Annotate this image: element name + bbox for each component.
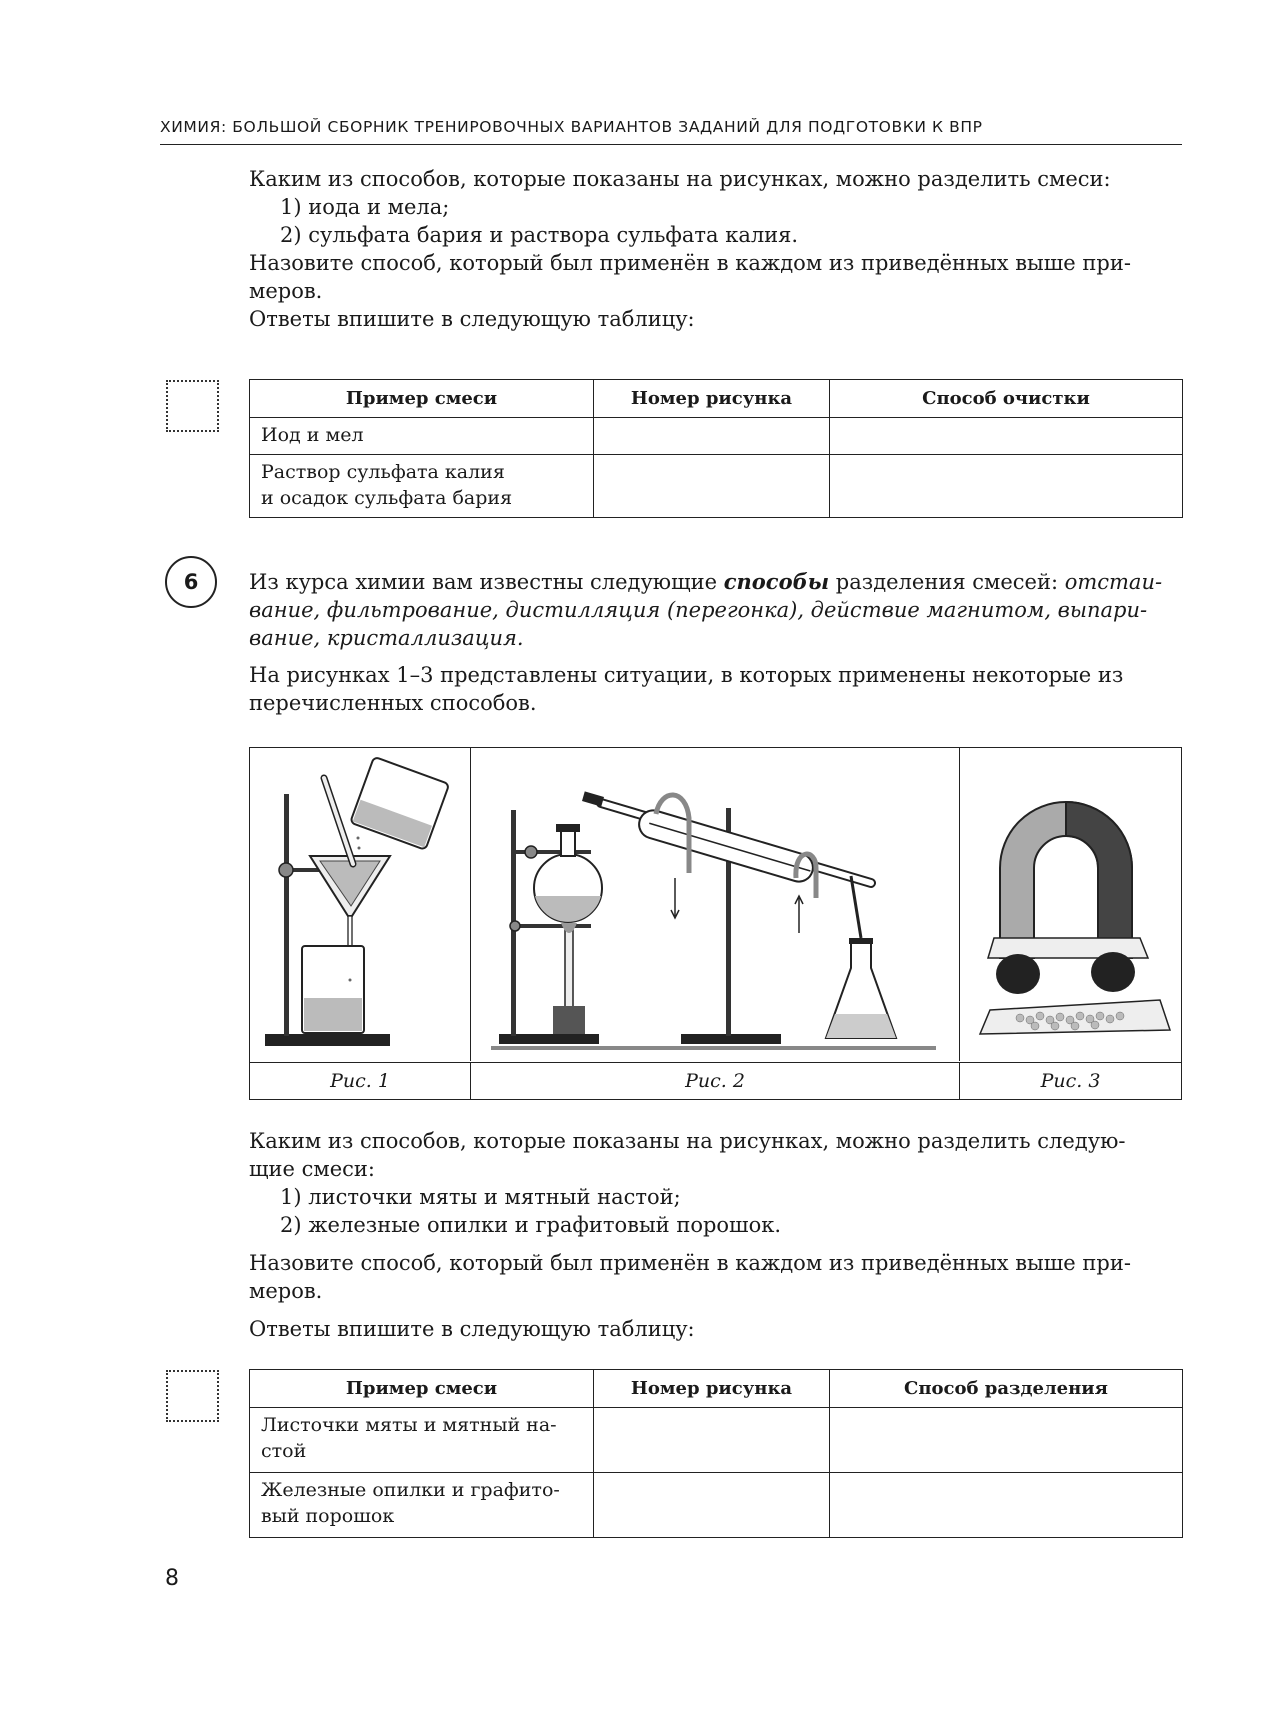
task5-instruction-line-1: Назовите способ, который был применён в каждом из приведённых выше при-: [249, 251, 1131, 275]
task6-instruction-line-2: меров.: [249, 1279, 323, 1303]
task6-item-2: 2) железные опилки и графитовый порошок.: [280, 1213, 782, 1237]
task5-fill-prompt: Ответы впишите в следующую таблицу:: [249, 307, 695, 331]
task6-situation-line-1: На рисунках 1–3 представлены ситуации, в которых применены некоторые из: [249, 663, 1124, 687]
col-header-method: Способ очистки: [830, 380, 1183, 418]
task6-answer-checkbox[interactable]: [166, 1370, 219, 1422]
distillation-illustration: [471, 748, 958, 1059]
methods-line-3: вание, кристаллизация.: [249, 626, 524, 650]
figure-1-filtration: [250, 748, 471, 1061]
magnet-illustration: [960, 748, 1181, 1059]
col-header-figure-number: Номер рисунка: [594, 1370, 830, 1408]
task6-fill-prompt: Ответы впишите в следующую таблицу:: [249, 1317, 695, 1341]
task5-answer-table: [249, 379, 1183, 518]
col-header-mixture: Пример смеси: [250, 1370, 594, 1408]
mixture-line-2: вый порошок: [261, 1505, 395, 1527]
task6-intro-line-1: [249, 568, 1181, 596]
figure-1-caption: Рис. 1: [250, 1062, 471, 1099]
task6-instruction-line-1: Назовите способ, который был применён в каждом из приведённых выше при-: [249, 1251, 1131, 1275]
task6-intro-line-3: [249, 624, 1181, 652]
page-number: 8: [165, 1566, 179, 1591]
figures-panel: [249, 747, 1182, 1100]
method-answer-cell[interactable]: [830, 418, 1183, 455]
running-header: ХИМИЯ: БОЛЬШОЙ СБОРНИК ТРЕНИРОВОЧНЫХ ВАРИАНТОВ ЗАДАНИЙ ДЛЯ ПОДГОТОВКИ К ВПР: [160, 118, 983, 136]
figure-number-answer-cell[interactable]: [594, 455, 830, 518]
task6-question-line-2: щие смеси:: [249, 1157, 375, 1181]
table-header-row: [250, 380, 1183, 418]
task6-intro-line-2: [249, 596, 1181, 624]
mixture-line-2: стой: [261, 1440, 307, 1462]
mixture-line-1: Листочки мяты и мятный на-: [261, 1414, 557, 1436]
table-row: [250, 455, 1183, 518]
col-header-mixture: Пример смеси: [250, 380, 594, 418]
task6-question-line-1: Каким из способов, которые показаны на рисунках, можно разделить следую-: [249, 1129, 1126, 1153]
task5-instruction-line-2: меров.: [249, 279, 323, 303]
mixture-line-2: и осадок сульфата бария: [261, 487, 513, 509]
mixture-line-1: Раствор сульфата калия: [261, 461, 505, 483]
figure-number-answer-cell[interactable]: [594, 1473, 830, 1538]
methods-line-2: вание, фильтрование, дистилляция (перегонка), действие магнитом, выпари-: [249, 598, 1148, 622]
task-number-badge: 6: [165, 556, 217, 608]
mixture-cell: [250, 1408, 594, 1473]
intro-mid: разделения смесей:: [829, 570, 1065, 594]
figure-number-answer-cell[interactable]: [594, 1408, 830, 1473]
intro-bold-word: способы: [723, 569, 830, 594]
task5-item-2: 2) сульфата бария и раствора сульфата калия.: [280, 223, 799, 247]
task6-situation-line-2: перечисленных способов.: [249, 691, 537, 715]
figure-2-distillation: [471, 748, 960, 1061]
header-rule: [160, 144, 1182, 145]
table-row: [250, 418, 1183, 455]
task5-item-1: 1) иода и мела;: [280, 195, 450, 219]
method-answer-cell[interactable]: [830, 1473, 1183, 1538]
methods-line-1: отстаи-: [1064, 570, 1163, 594]
table-row: [250, 1473, 1183, 1538]
figure-number-answer-cell[interactable]: [594, 418, 830, 455]
intro-start: Из курса химии вам известны следующие: [249, 570, 724, 594]
filtration-illustration: [250, 748, 469, 1059]
mixture-line-1: Железные опилки и графито-: [261, 1479, 560, 1501]
col-header-figure-number: Номер рисунка: [594, 380, 830, 418]
table-header-row: [250, 1370, 1183, 1408]
task5-answer-checkbox[interactable]: [166, 380, 219, 432]
task6-answer-table: [249, 1369, 1183, 1538]
figure-3-magnet: [960, 748, 1181, 1061]
figure-2-caption: Рис. 2: [471, 1062, 960, 1099]
mixture-cell: [250, 1473, 594, 1538]
col-header-method: Способ разделения: [830, 1370, 1183, 1408]
table-row: [250, 1408, 1183, 1473]
task5-question: Каким из способов, которые показаны на рисунках, можно разделить смеси:: [249, 167, 1111, 191]
mixture-line-1: Иод и мел: [261, 424, 364, 446]
mixture-cell: [250, 455, 594, 518]
mixture-cell: [250, 418, 594, 455]
figure-3-caption: Рис. 3: [960, 1062, 1181, 1099]
task6-item-1: 1) листочки мяты и мятный настой;: [280, 1185, 681, 1209]
method-answer-cell[interactable]: [830, 1408, 1183, 1473]
method-answer-cell[interactable]: [830, 455, 1183, 518]
